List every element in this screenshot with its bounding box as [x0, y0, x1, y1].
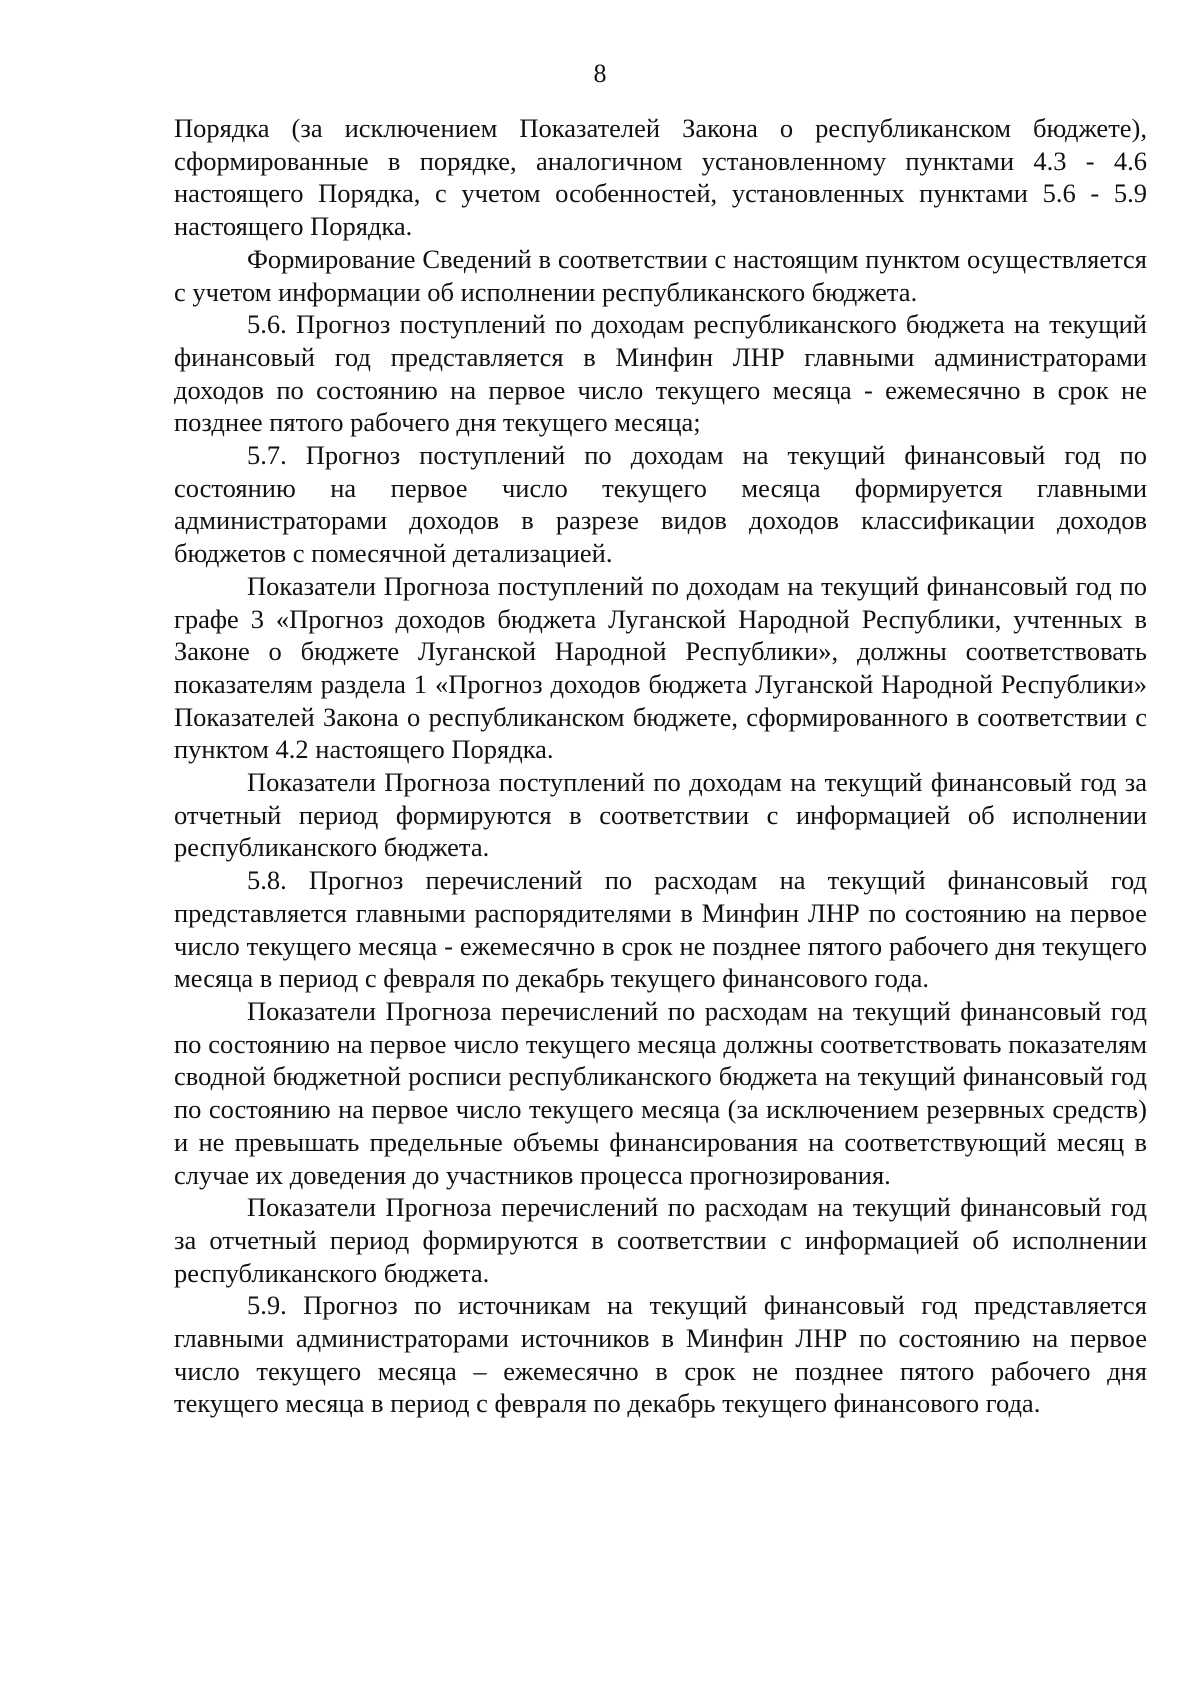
paragraph-5-6: 5.6. Прогноз поступлений по доходам республиканского бюджета на текущий финансовый год представляется в Минфин ЛНР главными администраторами доходов по состоянию на первое число текущего месяца - ежемесячно в срок не позднее пятого рабочего дня текущего месяца; — [174, 309, 1147, 438]
paragraph-5-7: 5.7. Прогноз поступлений по доходам на текущий финансовый год по состоянию на первое число текущего месяца формируется главными администраторами доходов в разрезе видов доходов классификации доходов бюджетов с помесячной детализацией. — [174, 440, 1147, 569]
paragraph-5-8: 5.8. Прогноз перечислений по расходам на текущий финансовый год представляется главными распорядителями в Минфин ЛНР по состоянию на первое число текущего месяца - ежемесячно в срок не позднее пятого рабочего дня текущего месяца в период с февраля по декабрь текущего финансового года. — [174, 865, 1147, 994]
paragraph-5-9: 5.9. Прогноз по источникам на текущий финансовый год представляется главными администраторами источников в Минфин ЛНР по состоянию на первое число текущего месяца – ежемесячно в срок не позднее пятого рабочего дня текущего месяца в период с февраля по декабрь текущего финансового года. — [174, 1290, 1147, 1419]
paragraph-income-indicators-reporting-period: Показатели Прогноза поступлений по доходам на текущий финансовый год за отчетный период формируются в соответствии с информацией об исполнении республиканского бюджета. — [174, 767, 1147, 863]
paragraph-expense-indicators-monthly: Показатели Прогноза перечислений по расходам на текущий финансовый год по состоянию на первое число текущего месяца должны соответствовать показателям сводной бюджетной росписи республиканского бюджета на текущий финансовый год по состоянию на первое число текущего месяца (за исключением резервных средств) и не превышать предельные объемы финансирования на соответствующий месяц в случае их доведения до участников процесса прогнозирования. — [174, 995, 1147, 1190]
page-number: 8 — [593, 59, 607, 88]
paragraph-formation-info: Формирование Сведений в соответствии с настоящим пунктом осуществляется с учетом информации об исполнении республиканского бюджета. — [174, 243, 1147, 307]
document-body — [174, 112, 1147, 1420]
paragraph-expense-indicators-reporting-period: Показатели Прогноза перечислений по расходам на текущий финансовый год за отчетный период формируются в соответствии с информацией об исполнении республиканского бюджета. — [174, 1192, 1147, 1288]
paragraph-continuation: Порядка (за исключением Показателей Закона о республиканском бюджете), сформированные в порядке, аналогичном установленному пунктами 4.3 - 4.6 настоящего Порядка, с учетом особенностей, установленных пунктами 5.6 - 5.9 настоящего Порядка. — [174, 113, 1147, 242]
paragraph-income-indicators-column-3: Показатели Прогноза поступлений по доходам на текущий финансовый год по графе 3 «Прогноз доходов бюджета Луганской Народной Республики, учтенных в Законе о бюджете Луганской Народной Республики», должны соответствовать показателям раздела 1 «Прогноз доходов бюджета Луганской Народной Республики» Показателей Закона о республиканском бюджете, сформированного в соответствии с пунктом 4.2 настоящего Порядка. — [174, 570, 1147, 765]
